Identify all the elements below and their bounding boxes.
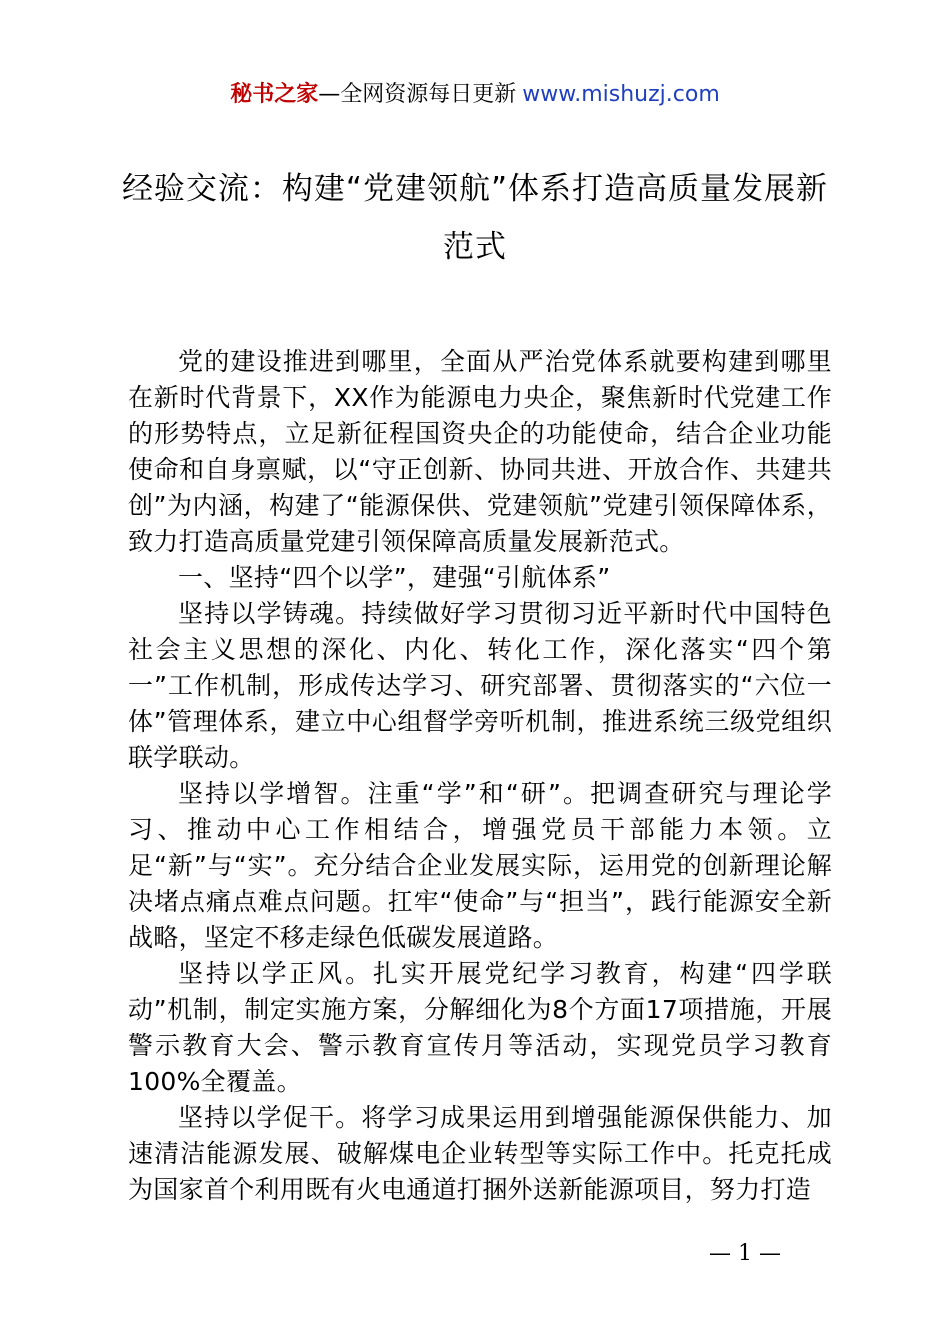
paragraph-study-wisdom: 坚持以学增智。注重“学”和“研”。把调查研究与理论学习、推动中心工作相结合，增强党员干部能力本领。立足“新”与“实”。充分结合企业发展实际，运用党的创新理论解决堵点痛点难点问题。扛牢“使命”与“担当”，践行能源安全新战略，坚定不移走绿色低碳发展道路。 bbox=[128, 779, 832, 952]
section-heading: 一、坚持“四个以学”，建强“引航体系” bbox=[178, 563, 611, 592]
document-title: 经验交流：构建“党建领航”体系打造高质量发展新范式 bbox=[121, 171, 829, 265]
site-header bbox=[0, 80, 950, 110]
site-brand: 秘书之家 bbox=[230, 82, 319, 107]
site-url-link[interactable]: www.mishuzj.com bbox=[522, 82, 720, 107]
page-number: — 1 — bbox=[709, 1241, 781, 1266]
paragraph-intro: 党的建设推进到哪里，全面从严治党体系就要构建到哪里在新时代背景下，XX作为能源电力央企，聚焦新时代党建工作的形势特点，立足新征程国资央企的功能使命，结合企业功能使命和自身禀赋，以“守正创新、协同共进、开放合作、共建共创”为内涵，构建了“能源保供、党建领航”党建引领保障体系，致力打造高质量党建引领保障高质量发展新范式。 bbox=[128, 347, 832, 556]
document-body bbox=[128, 344, 832, 1208]
paragraph-study-action: 坚持以学促干。将学习成果运用到增强能源保供能力、加速清洁能源发展、破解煤电企业转型等实际工作中。托克托成为国家首个利用既有火电通道打捆外送新能源项目，努力打造 bbox=[128, 1103, 832, 1204]
paragraph-study-soul: 坚持以学铸魂。持续做好学习贯彻习近平新时代中国特色社会主义思想的深化、内化、转化工作，深化落实“四个第一”工作机制，形成传达学习、研究部署、贯彻落实的“六位一体”管理体系，建立中心组督学旁听机制，推进系统三级党组织联学联动。 bbox=[128, 599, 832, 772]
paragraph-study-conduct: 坚持以学正风。扎实开展党纪学习教育，构建“四学联动”机制，制定实施方案，分解细化为8个方面17项措施，开展警示教育大会、警示教育宣传月等活动，实现党员学习教育100%全覆盖。 bbox=[128, 959, 832, 1096]
site-slogan: —全网资源每日更新 bbox=[318, 82, 517, 107]
